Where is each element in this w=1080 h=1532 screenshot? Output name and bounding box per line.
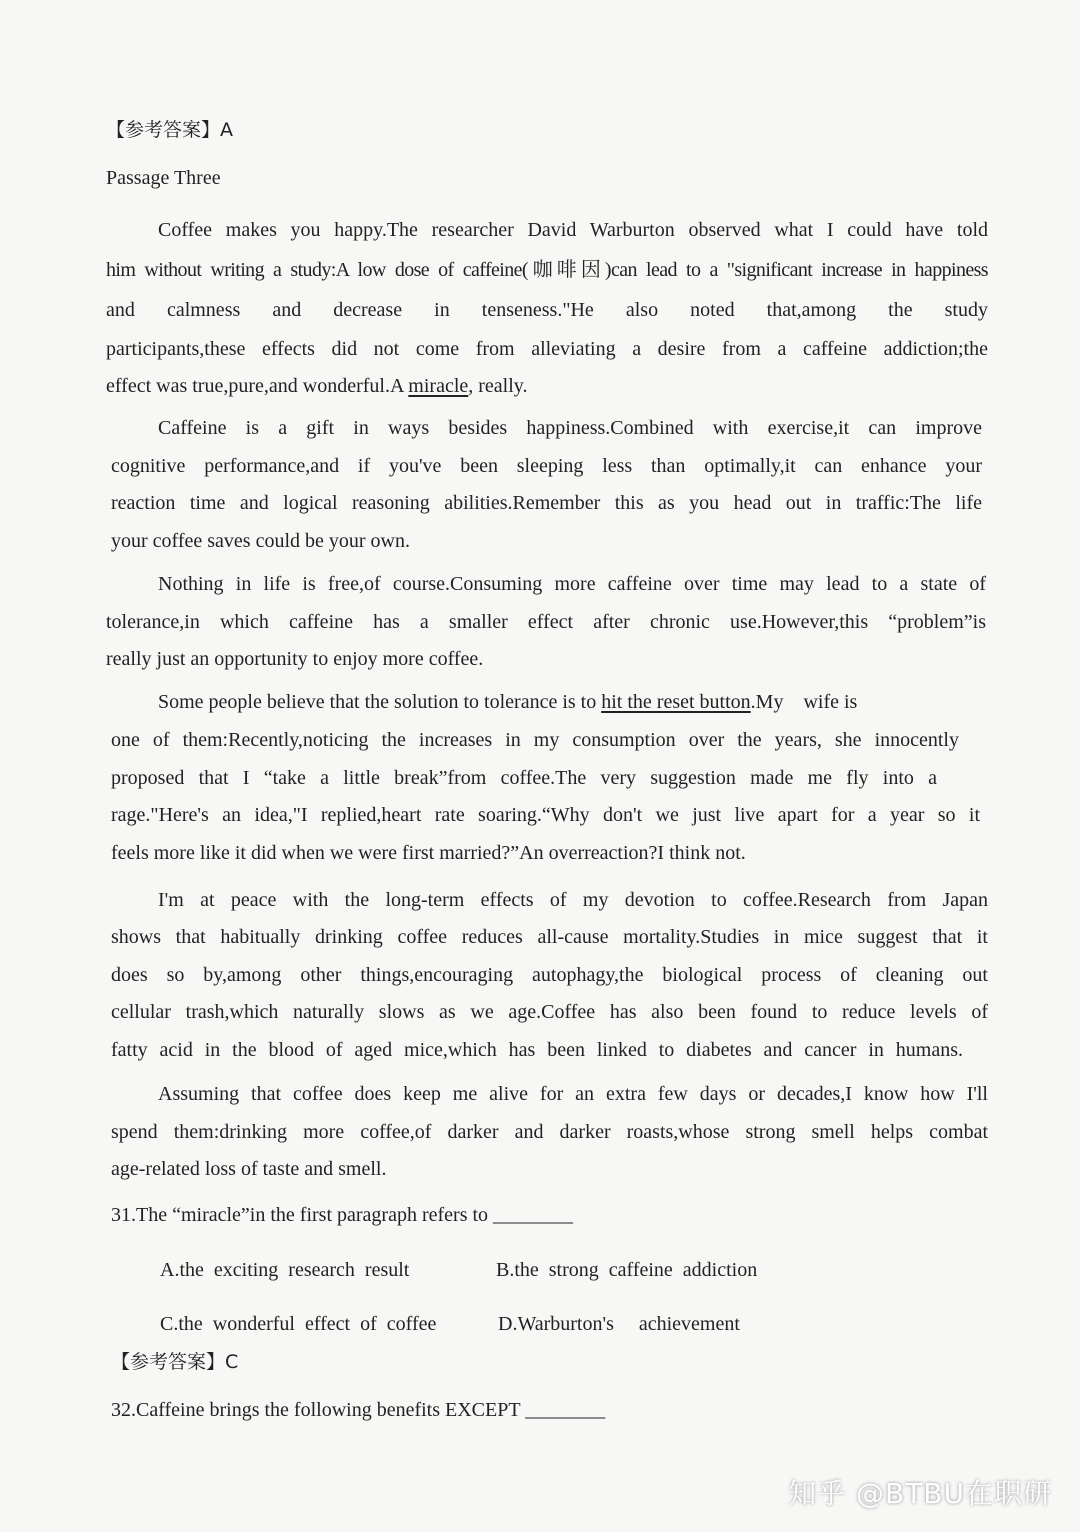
p5-line-2: shows that habitually drinking coffee reduces all-cause mortality.Studies in mice suggest that it xyxy=(111,926,988,948)
p1-line-3: and calmness and decrease in tenseness."He also noted that,among the study xyxy=(106,299,988,321)
p4-line-1-text-a: Some people believe that the solution to tolerance is to xyxy=(158,691,602,713)
p4-line-3: proposed that I “take a little break”from coffee.The very suggestion made me fly into a xyxy=(111,767,937,789)
p5-line-4: cellular trash,which naturally slows as we age.Coffee has also been found to reduce levels of xyxy=(111,1001,988,1023)
q31-option-d: D.Warburton's achievement xyxy=(498,1313,740,1335)
answer-key-2: 【参考答案】C xyxy=(111,1351,239,1373)
p5-line-5: fatty acid in the blood of aged mice,which has been linked to diabetes and cancer in humans. xyxy=(111,1039,963,1061)
p5-line-3: does so by,among other things,encouraging autophagy,the biological process of cleaning out xyxy=(111,964,988,986)
p1-line-2: him without writing a study:A low dose of caffeine(咖啡因)can lead to a "significant increase in happiness xyxy=(106,259,988,281)
p2-line-2: cognitive performance,and if you've been sleeping less than optimally,it can enhance your xyxy=(111,455,982,477)
p3-line-3: really just an opportunity to enjoy more coffee. xyxy=(106,648,484,670)
p1-line-1: Coffee makes you happy.The researcher David Warburton observed what I could have told xyxy=(158,219,988,241)
q31-option-c: C.the wonderful effect of coffee xyxy=(160,1313,437,1335)
p6-line-3: age-related loss of taste and smell. xyxy=(111,1158,387,1180)
p6-line-2: spend them:drinking more coffee,of darker and darker roasts,whose strong smell helps combat xyxy=(111,1121,988,1143)
p3-line-1: Nothing in life is free,of course.Consuming more caffeine over time may lead to a state of xyxy=(158,573,986,595)
question-32-stem: 32.Caffeine brings the following benefits EXCEPT ________ xyxy=(111,1399,606,1421)
p3-line-2: tolerance,in which caffeine has a smaller effect after chronic use.However,this “problem”is xyxy=(106,611,986,633)
p1-line-5-text-a: effect was true,pure,and wonderful.A xyxy=(106,375,409,397)
p1-line-4: participants,these effects did not come from alleviating a desire from a caffeine addiction;the xyxy=(106,338,988,360)
p4-line-2: one of them:Recently,noticing the increases in my consumption over the years, she innocently xyxy=(111,729,959,751)
p4-line-5: feels more like it did when we were first married?”An overreaction?I think not. xyxy=(111,842,746,864)
question-31-stem: 31.The “miracle”in the first paragraph refers to ________ xyxy=(111,1204,574,1226)
answer-key-1: 【参考答案】A xyxy=(106,119,233,141)
q31-option-a: A.the exciting research result xyxy=(160,1259,410,1281)
p6-line-1: Assuming that coffee does keep me alive for an extra few days or decades,I know how I'll xyxy=(158,1083,988,1105)
zhihu-watermark: 知乎 @BTBU在职研 xyxy=(788,1477,1052,1510)
miracle-underlined: miracle xyxy=(408,375,469,397)
p1-line-5-text-b: , really. xyxy=(468,375,528,397)
p2-line-3: reaction time and logical reasoning abilities.Remember this as you head out in traffic:The life xyxy=(111,492,982,514)
p2-line-1: Caffeine is a gift in ways besides happiness.Combined with exercise,it can improve xyxy=(158,417,982,439)
p4-line-4: rage."Here's an idea,"I replied,heart rate soaring.“Why don't we just live apart for a year so it xyxy=(111,804,980,826)
p5-line-1: I'm at peace with the long-term effects of my devotion to coffee.Research from Japan xyxy=(158,889,988,911)
p1-line-5 xyxy=(106,374,528,398)
p4-line-1-text-b: .My wife is xyxy=(750,691,858,713)
q31-option-b: B.the strong caffeine addiction xyxy=(496,1259,758,1281)
reset-button-underlined: hit the reset button xyxy=(601,691,751,713)
p2-line-4: your coffee saves could be your own. xyxy=(111,530,410,552)
passage-title: Passage Three xyxy=(106,167,221,189)
p4-line-1 xyxy=(158,690,857,714)
